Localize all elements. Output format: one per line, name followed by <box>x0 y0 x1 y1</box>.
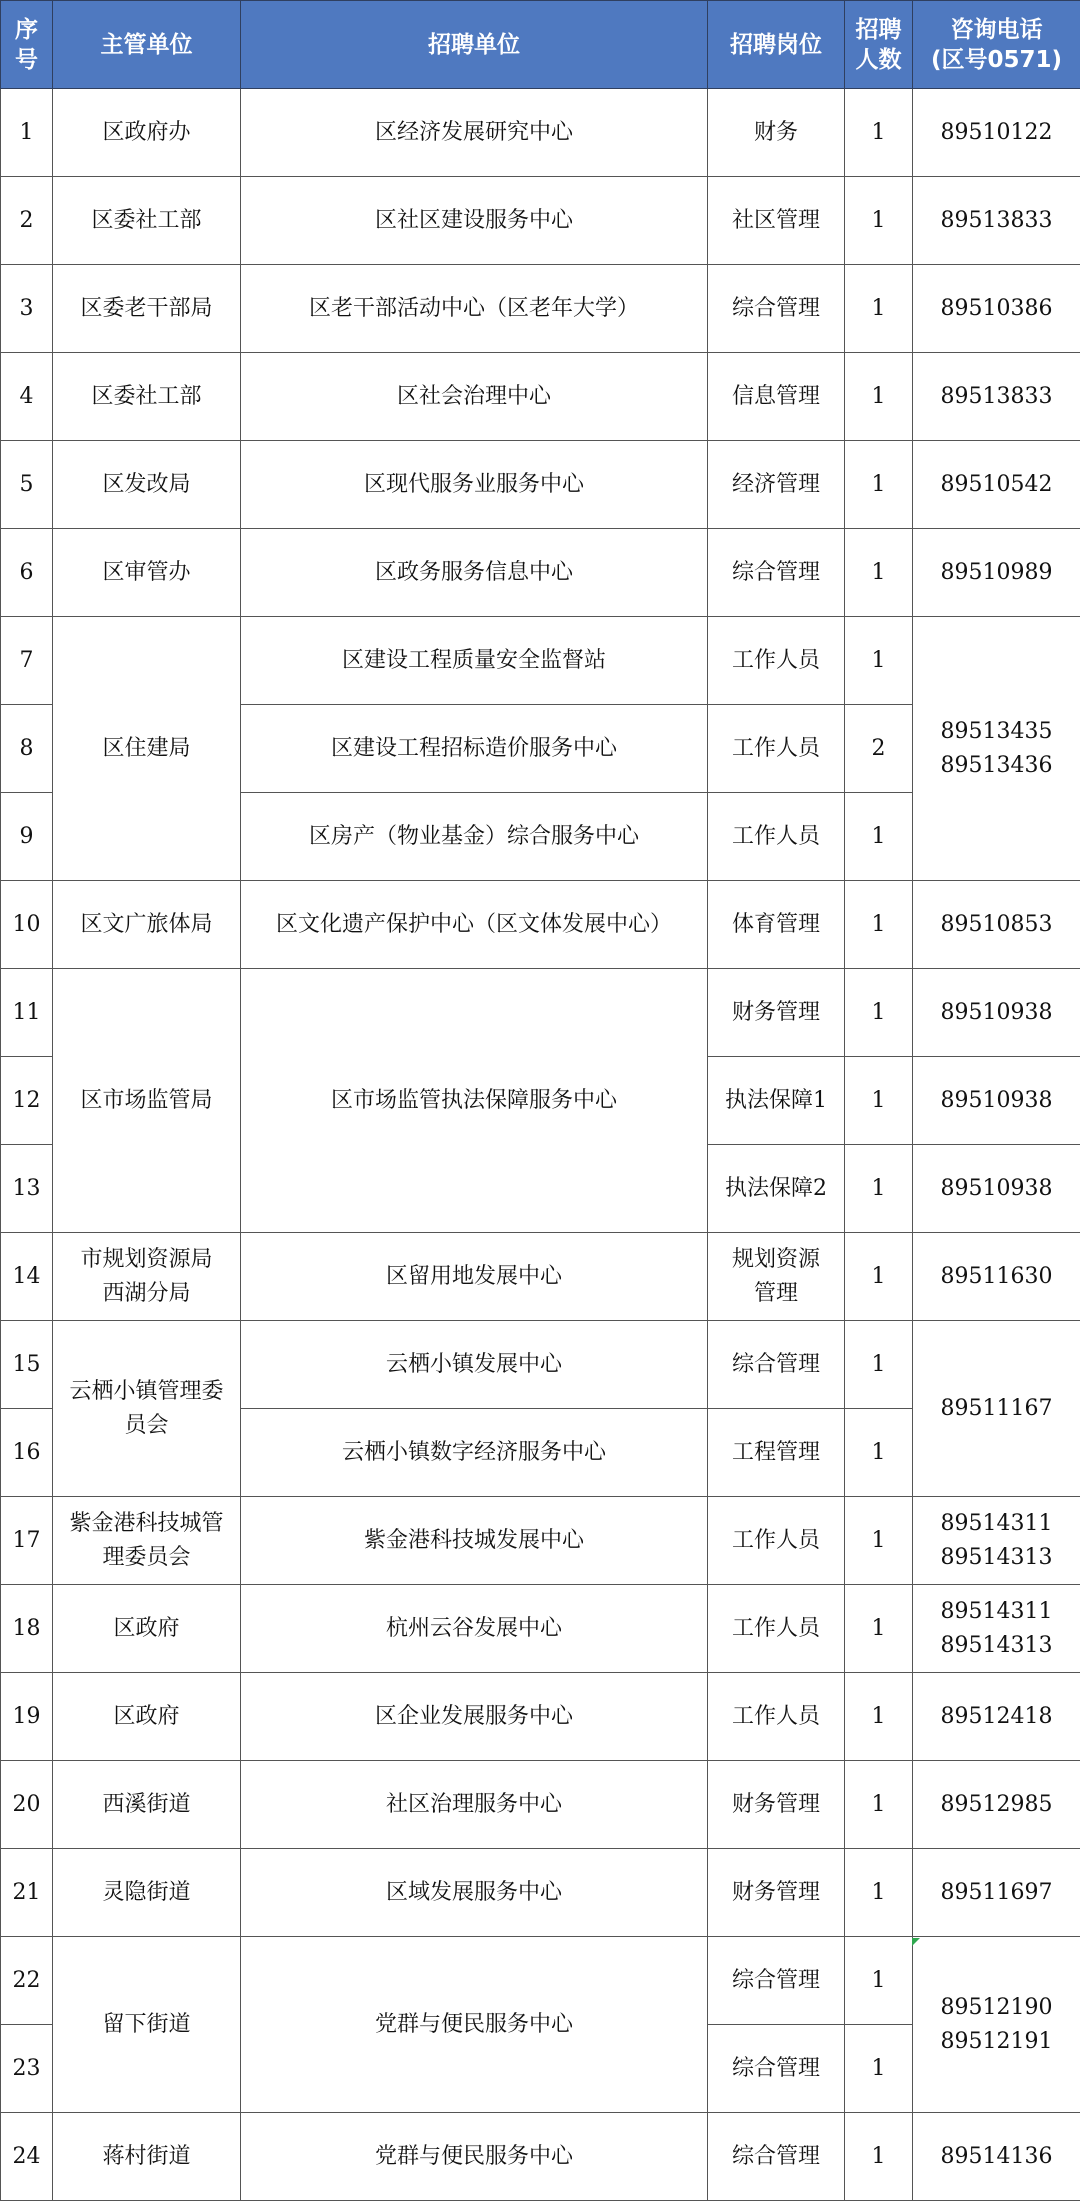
cell-num: 1 <box>845 1849 913 1937</box>
cell-num: 1 <box>845 881 913 969</box>
cell-num: 1 <box>845 617 913 705</box>
cell-num: 1 <box>845 1321 913 1409</box>
table-row <box>1 1585 1080 1673</box>
cell-unit: 区建设工程质量安全监督站 <box>241 617 708 705</box>
cell-post: 信息管理 <box>708 353 845 441</box>
cell-num: 1 <box>845 1673 913 1761</box>
cell-post: 综合管理 <box>708 1937 845 2025</box>
cell-tel: 89510853 <box>913 881 1080 969</box>
cell-unit: 区企业发展服务中心 <box>241 1673 708 1761</box>
cell-unit: 区域发展服务中心 <box>241 1849 708 1937</box>
header-num: 招聘 人数 <box>845 1 913 89</box>
cell-unit: 社区治理服务中心 <box>241 1761 708 1849</box>
cell-tel: 89511630 <box>913 1233 1080 1321</box>
cell-unit: 区经济发展研究中心 <box>241 89 708 177</box>
cell-tel: 89510938 <box>913 1145 1080 1233</box>
table-row <box>1 1849 1080 1937</box>
cell-dept: 市规划资源局 西湖分局 <box>53 1233 241 1321</box>
table-row <box>1 265 1080 353</box>
cell-unit: 区房产（物业基金）综合服务中心 <box>241 793 708 881</box>
cell-dept: 灵隐街道 <box>53 1849 241 1937</box>
table-row <box>1 89 1080 177</box>
cell-no: 6 <box>1 529 53 617</box>
table-row <box>1 441 1080 529</box>
cell-tel: 89513833 <box>913 177 1080 265</box>
cell-post: 工程管理 <box>708 1409 845 1497</box>
cell-tel: 89514311 89514313 <box>913 1497 1080 1585</box>
cell-post: 综合管理 <box>708 529 845 617</box>
cell-no: 15 <box>1 1321 53 1409</box>
cell-tel: 89514136 <box>913 2113 1080 2201</box>
cell-tel: 89510542 <box>913 441 1080 529</box>
cell-dept: 区政府办 <box>53 89 241 177</box>
header-dept: 主管单位 <box>53 1 241 89</box>
cell-num: 1 <box>845 969 913 1057</box>
cell-num: 1 <box>845 441 913 529</box>
cell-no: 10 <box>1 881 53 969</box>
cell-num: 1 <box>845 1057 913 1145</box>
cell-dept: 区审管办 <box>53 529 241 617</box>
cell-tel: 89512418 <box>913 1673 1080 1761</box>
header-unit: 招聘单位 <box>241 1 708 89</box>
cell-unit: 云栖小镇数字经济服务中心 <box>241 1409 708 1497</box>
cell-no: 19 <box>1 1673 53 1761</box>
cell-tel: 89510122 <box>913 89 1080 177</box>
cell-post: 工作人员 <box>708 617 845 705</box>
cell-tel: 89513833 <box>913 353 1080 441</box>
cell-dept: 云栖小镇管理委 员会 <box>53 1321 241 1497</box>
cell-no: 4 <box>1 353 53 441</box>
cell-tel: 89510386 <box>913 265 1080 353</box>
cell-tel: 89510938 <box>913 969 1080 1057</box>
table-row <box>1 881 1080 969</box>
header-no: 序 号 <box>1 1 53 89</box>
header-tel: 咨询电话 (区号0571) <box>913 1 1080 89</box>
cell-unit: 区市场监管执法保障服务中心 <box>241 969 708 1233</box>
cell-unit: 区社会治理中心 <box>241 353 708 441</box>
cell-no: 16 <box>1 1409 53 1497</box>
table-row <box>1 617 1080 705</box>
cell-post: 经济管理 <box>708 441 845 529</box>
cell-post: 体育管理 <box>708 881 845 969</box>
cell-num: 1 <box>845 1937 913 2025</box>
cell-num: 1 <box>845 1409 913 1497</box>
cell-unit: 紫金港科技城发展中心 <box>241 1497 708 1585</box>
cell-no: 14 <box>1 1233 53 1321</box>
cell-no: 2 <box>1 177 53 265</box>
table-row <box>1 1497 1080 1585</box>
cell-dept: 蒋村街道 <box>53 2113 241 2201</box>
table-row <box>1 1761 1080 1849</box>
cell-post: 规划资源 管理 <box>708 1233 845 1321</box>
table-row <box>1 1321 1080 1409</box>
cell-dept: 紫金港科技城管 理委员会 <box>53 1497 241 1585</box>
cell-num: 1 <box>845 1497 913 1585</box>
cell-post: 综合管理 <box>708 2025 845 2113</box>
cell-post: 综合管理 <box>708 265 845 353</box>
cell-num: 1 <box>845 2113 913 2201</box>
cell-post: 综合管理 <box>708 2113 845 2201</box>
cell-no: 12 <box>1 1057 53 1145</box>
cell-no: 20 <box>1 1761 53 1849</box>
cell-tel: 89513435 89513436 <box>913 617 1080 881</box>
cell-dept: 区政府 <box>53 1673 241 1761</box>
cell-unit: 云栖小镇发展中心 <box>241 1321 708 1409</box>
cell-no: 18 <box>1 1585 53 1673</box>
cell-dept: 区发改局 <box>53 441 241 529</box>
cell-post: 执法保障1 <box>708 1057 845 1145</box>
cell-no: 7 <box>1 617 53 705</box>
cell-tel: 89514311 89514313 <box>913 1585 1080 1673</box>
header-row <box>1 1 1080 89</box>
cell-unit: 区政务服务信息中心 <box>241 529 708 617</box>
cell-no: 22 <box>1 1937 53 2025</box>
cell-num: 1 <box>845 89 913 177</box>
table-row <box>1 353 1080 441</box>
cell-dept: 区文广旅体局 <box>53 881 241 969</box>
cell-num: 2 <box>845 705 913 793</box>
cell-num: 1 <box>845 177 913 265</box>
cell-no: 9 <box>1 793 53 881</box>
cell-tel: 89511167 <box>913 1321 1080 1497</box>
cell-post: 工作人员 <box>708 1585 845 1673</box>
cell-dept: 区住建局 <box>53 617 241 881</box>
cell-num: 1 <box>845 793 913 881</box>
cell-unit: 区文化遗产保护中心（区文体发展中心） <box>241 881 708 969</box>
cell-unit: 区老干部活动中心（区老年大学） <box>241 265 708 353</box>
cell-unit: 杭州云谷发展中心 <box>241 1585 708 1673</box>
cell-tel: 89512190 89512191 <box>913 1937 1080 2113</box>
cell-post: 工作人员 <box>708 793 845 881</box>
table-row <box>1 177 1080 265</box>
cell-dept: 留下街道 <box>53 1937 241 2113</box>
cell-tel: 89512985 <box>913 1761 1080 1849</box>
cell-no: 11 <box>1 969 53 1057</box>
cell-post: 社区管理 <box>708 177 845 265</box>
table-row <box>1 1673 1080 1761</box>
cell-no: 13 <box>1 1145 53 1233</box>
header-post: 招聘岗位 <box>708 1 845 89</box>
cell-post: 工作人员 <box>708 1497 845 1585</box>
table-row <box>1 1233 1080 1321</box>
cell-dept: 区委社工部 <box>53 353 241 441</box>
cell-dept: 区政府 <box>53 1585 241 1673</box>
cell-unit: 区社区建设服务中心 <box>241 177 708 265</box>
cell-unit: 区现代服务业服务中心 <box>241 441 708 529</box>
cell-post: 财务管理 <box>708 1761 845 1849</box>
cell-no: 8 <box>1 705 53 793</box>
cell-unit: 区留用地发展中心 <box>241 1233 708 1321</box>
cell-no: 21 <box>1 1849 53 1937</box>
cell-post: 财务管理 <box>708 1849 845 1937</box>
cell-no: 5 <box>1 441 53 529</box>
cell-post: 财务 <box>708 89 845 177</box>
cell-post: 执法保障2 <box>708 1145 845 1233</box>
cell-num: 1 <box>845 529 913 617</box>
cell-unit: 党群与便民服务中心 <box>241 2113 708 2201</box>
cell-tel: 89510989 <box>913 529 1080 617</box>
table-row <box>1 969 1080 1057</box>
cell-num: 1 <box>845 1145 913 1233</box>
cell-num: 1 <box>845 1585 913 1673</box>
cell-dept: 区委老干部局 <box>53 265 241 353</box>
cell-post: 工作人员 <box>708 705 845 793</box>
cell-no: 3 <box>1 265 53 353</box>
table-row <box>1 2113 1080 2201</box>
cell-comment-marker <box>912 1938 920 1946</box>
cell-post: 工作人员 <box>708 1673 845 1761</box>
cell-no: 23 <box>1 2025 53 2113</box>
cell-unit: 党群与便民服务中心 <box>241 1937 708 2113</box>
cell-no: 1 <box>1 89 53 177</box>
cell-dept: 区市场监管局 <box>53 969 241 1233</box>
cell-dept: 西溪街道 <box>53 1761 241 1849</box>
cell-num: 1 <box>845 2025 913 2113</box>
table-row <box>1 529 1080 617</box>
cell-no: 17 <box>1 1497 53 1585</box>
cell-dept: 区委社工部 <box>53 177 241 265</box>
cell-no: 24 <box>1 2113 53 2201</box>
cell-tel: 89511697 <box>913 1849 1080 1937</box>
cell-num: 1 <box>845 353 913 441</box>
table-row <box>1 1937 1080 2025</box>
cell-num: 1 <box>845 1233 913 1321</box>
cell-unit: 区建设工程招标造价服务中心 <box>241 705 708 793</box>
cell-post: 财务管理 <box>708 969 845 1057</box>
cell-tel: 89510938 <box>913 1057 1080 1145</box>
cell-num: 1 <box>845 265 913 353</box>
cell-num: 1 <box>845 1761 913 1849</box>
cell-post: 综合管理 <box>708 1321 845 1409</box>
